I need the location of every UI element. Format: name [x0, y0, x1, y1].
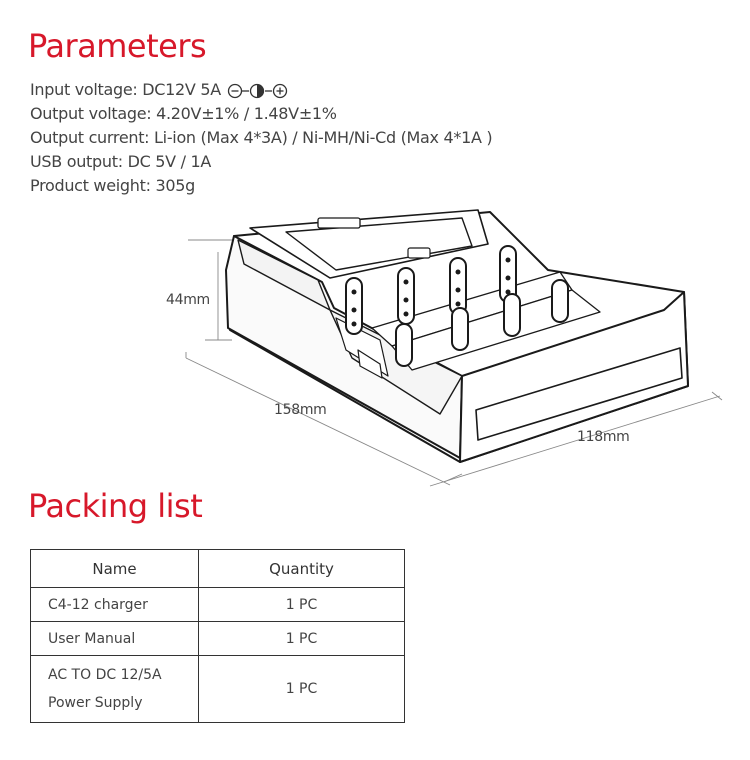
item-name — [31, 656, 199, 723]
parameters-title: Parameters — [28, 27, 207, 65]
spec-input-voltage — [30, 78, 492, 102]
table-header-row — [31, 550, 405, 588]
packing-list-title: Packing list — [28, 487, 203, 525]
table-row — [31, 588, 405, 622]
header-name: Name — [31, 550, 199, 588]
spec-product-weight: Product weight: 305g — [30, 176, 195, 195]
spec-output-voltage: Output voltage: 4.20V±1% / 1.48V±1% — [30, 104, 337, 123]
table-row — [31, 622, 405, 656]
item-quantity: 1 PC — [199, 656, 405, 723]
spec-usb-output: USB output: DC 5V / 1A — [30, 152, 211, 171]
item-name-line: Power Supply — [48, 695, 143, 711]
width-dimension-label: 118mm — [577, 429, 630, 445]
item-name: User Manual — [31, 622, 199, 656]
table-row — [31, 656, 405, 723]
spec-output-current: Output current: Li-ion (Max 4*3A) / Ni-MH/Ni-Cd (Max 4*1A ) — [30, 128, 493, 147]
parameters-list — [30, 78, 492, 198]
item-name-line: AC TO DC 12/5A — [48, 667, 162, 683]
spec-input-voltage-text: Input voltage: DC12V 5A — [30, 80, 221, 99]
dc-polarity-icon — [227, 83, 291, 99]
item-quantity: 1 PC — [199, 588, 405, 622]
packing-list-table — [30, 549, 405, 723]
charger-dimension-drawing — [0, 200, 750, 490]
item-name: C4-12 charger — [31, 588, 199, 622]
item-quantity: 1 PC — [199, 622, 405, 656]
header-quantity: Quantity — [199, 550, 405, 588]
length-dimension-label: 158mm — [274, 402, 327, 418]
height-dimension-label: 44mm — [166, 292, 210, 308]
